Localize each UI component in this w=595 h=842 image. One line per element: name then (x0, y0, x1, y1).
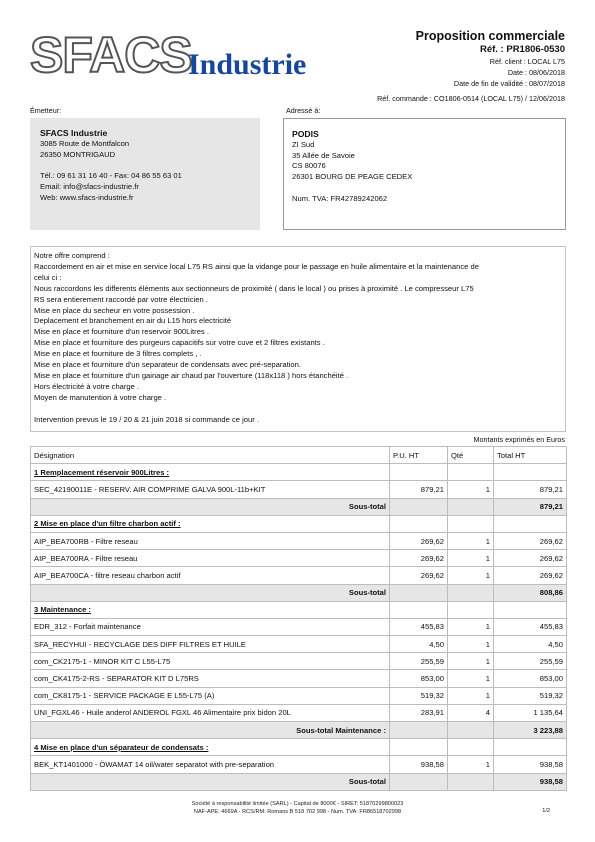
subtotal-label: Sous-total (31, 773, 390, 790)
item-designation: UNI_FGXL46 - Huile anderol ANDEROL FGXL 46 Alimentaire prix bidon 20L (31, 704, 390, 721)
offer-line: Hors électricité à votre charge . (34, 381, 140, 391)
empty-cell (448, 498, 494, 515)
document-header (305, 29, 565, 89)
sender-address-2: 26350 MONTRIGAUD (40, 149, 116, 159)
recipient-box (283, 118, 566, 230)
subtotal-value: 808,86 (494, 584, 567, 601)
item-designation: AIP_BEA700CA - filtre reseau charbon actif (31, 567, 390, 584)
empty-cell (448, 601, 494, 618)
offer-line: Notre offre comprend : (34, 251, 110, 260)
subtotal-row (31, 498, 567, 515)
empty-cell (494, 515, 567, 532)
item-quantity: 1 (448, 670, 494, 687)
document-date: Date : 08/06/2018 (507, 68, 565, 77)
offer-line: Mise en place du secheur en votre possession . (34, 305, 195, 315)
item-designation: EDR_312 - Forfait maintenance (31, 618, 390, 635)
subtotal-label: Sous-total Maintenance : (31, 722, 390, 739)
empty-cell (390, 515, 448, 532)
offer-line: Moyen de manutention à votre charge . (34, 392, 167, 402)
item-quantity: 1 (448, 618, 494, 635)
empty-cell (448, 739, 494, 756)
sender-name: SFACS Industrie (40, 128, 108, 138)
item-total: 1 135,64 (494, 704, 567, 721)
offer-line: Mise en place et fourniture d'un gainage air chaud par l'ouverture (118x118 ) hors étanchéité . (34, 370, 349, 380)
offer-line: Nous raccordons les differents éléments aux sectionneurs de proximité ( dans le local ) ou prises à proximité . Le compresseur L75 (34, 283, 474, 293)
item-total: 879,21 (494, 481, 567, 498)
logo-wordmark: SFACS (30, 27, 192, 83)
header-unit-price: P.U. HT (390, 447, 448, 464)
item-total: 519,32 (494, 687, 567, 704)
table-row (31, 687, 567, 704)
footer-line-2: NAF-APE: 4669A - RCS/RM: Romans B 518 702 998 - Num. TVA: FR86518702998 (193, 809, 402, 815)
table-row (31, 481, 567, 498)
item-unit-price: 255,59 (390, 653, 448, 670)
section-title-row (31, 515, 567, 532)
offer-line: celui ci : (34, 272, 62, 282)
item-total: 269,62 (494, 532, 567, 549)
section-title-row (31, 601, 567, 618)
item-designation: AIP_BEA700RA - Filtre reseau (31, 550, 390, 567)
section-title: 1 Remplacement réservoir 900Litres : (31, 464, 390, 481)
item-total: 455,83 (494, 618, 567, 635)
order-reference: Réf. commande : CO1806-0514 (LOCAL L75) / 12/06/2018 (377, 94, 565, 103)
item-unit-price: 269,62 (390, 532, 448, 549)
table-header-row (31, 447, 567, 464)
item-unit-price: 938,58 (390, 756, 448, 773)
recipient-line-2: 35 Allée de Savoie (292, 150, 355, 160)
currency-note: Montants exprimés en Euros (473, 435, 565, 444)
offer-line: Mise en place et fourniture d'un reservoir 900Litres . (34, 327, 209, 337)
item-quantity: 1 (448, 636, 494, 653)
items-table (30, 446, 567, 791)
section-title: 3 Maintenance : (31, 601, 390, 618)
subtotal-label: Sous-total (31, 498, 390, 515)
item-designation: com_CK8175-1 - SERVICE PACKAGE E L55-L75 (A) (31, 687, 390, 704)
subtotal-row (31, 722, 567, 739)
empty-cell (390, 584, 448, 601)
sender-email: Email: info@sfacs-industrie.fr (40, 182, 139, 192)
item-unit-price: 879,21 (390, 481, 448, 498)
section-title: 2 Mise en place d'un filtre charbon actif : (31, 515, 390, 532)
item-designation: com_CK4175-2-RS - SEPARATOR KIT D L75RS (31, 670, 390, 687)
subtotal-value: 879,21 (494, 498, 567, 515)
subtotal-row (31, 584, 567, 601)
sender-label: Émetteur: (30, 106, 62, 115)
item-quantity: 1 (448, 481, 494, 498)
empty-cell (494, 464, 567, 481)
logo-suffix: Industrie (188, 48, 307, 81)
offer-lines (34, 251, 562, 404)
item-quantity: 1 (448, 687, 494, 704)
empty-cell (448, 722, 494, 739)
table-row (31, 532, 567, 549)
recipient-line-4: 26301 BOURG DE PEAGE CEDEX (292, 172, 413, 182)
header-total: Total HT (494, 447, 567, 464)
header-designation: Désignation (31, 447, 390, 464)
item-total: 269,62 (494, 567, 567, 584)
validity-date: Date de fin de validité : 08/07/2018 (453, 79, 565, 88)
table-row (31, 704, 567, 721)
table-row (31, 756, 567, 773)
item-quantity: 1 (448, 653, 494, 670)
item-unit-price: 269,62 (390, 550, 448, 567)
empty-cell (494, 601, 567, 618)
empty-cell (494, 739, 567, 756)
empty-cell (390, 722, 448, 739)
client-reference: Réf. client : LOCAL L75 (489, 57, 565, 66)
offer-description (30, 246, 566, 432)
item-total: 255,59 (494, 653, 567, 670)
empty-cell (390, 464, 448, 481)
empty-cell (448, 464, 494, 481)
item-designation: SEC_42190011E - RESERV. AIR COMPRIME GALVA 900L-11b+KIT (31, 481, 390, 498)
offer-line: Mise en place et fourniture des purgeurs capacitifs sur votre cuve et 2 filtres existants . (34, 338, 325, 348)
sender-box (30, 118, 260, 230)
table-row (31, 653, 567, 670)
item-quantity: 1 (448, 550, 494, 567)
sender-phone: Tél.: 09 61 31 16 40 - Fax: 04 86 55 63 01 (40, 171, 182, 181)
empty-cell (448, 515, 494, 532)
offer-line: Mise en place et fourniture d'un separateur de condensats avec pré-separation. (34, 360, 301, 370)
company-logo (30, 27, 320, 90)
document-title: Proposition commerciale (415, 29, 565, 43)
recipient-name: PODIS (292, 129, 319, 139)
footer-line-1: Société à responsabilité limitée (SARL) - Capital de 8000€ - SIRET: 51870299800023 (191, 801, 404, 807)
recipient-vat: Num. TVA: FR42789242062 (292, 193, 388, 203)
table-row (31, 618, 567, 635)
item-designation: SFA_RECYHUI - RECYCLAGE DES DIFF FILTRES ET HUILE (31, 636, 390, 653)
item-quantity: 1 (448, 756, 494, 773)
item-quantity: 4 (448, 704, 494, 721)
item-unit-price: 519,32 (390, 687, 448, 704)
intervention-note: Intervention prevus le 19 / 20 & 21 juin 2018 si commande ce jour . (34, 414, 259, 424)
subtotal-value: 938,58 (494, 773, 567, 790)
item-quantity: 1 (448, 532, 494, 549)
recipient-line-1: ZI Sud (292, 139, 315, 149)
item-designation: com_CK2175-1 - MINOR KIT C L55-L75 (31, 653, 390, 670)
subtotal-value: 3 223,88 (494, 722, 567, 739)
table-row (31, 550, 567, 567)
table-row (31, 636, 567, 653)
item-total: 853,00 (494, 670, 567, 687)
offer-line: Deplacement et branchement en air du L15 hors electricité (34, 316, 232, 326)
item-quantity: 1 (448, 567, 494, 584)
item-designation: BEK_KT1401000 - ÖWAMAT 14 oil/water separatot with pre-separation (31, 756, 390, 773)
offer-line: RS sera entierement raccordé par votre électricien . (34, 294, 208, 304)
table-row (31, 670, 567, 687)
empty-cell (390, 498, 448, 515)
item-unit-price: 283,91 (390, 704, 448, 721)
item-unit-price: 4,50 (390, 636, 448, 653)
section-title: 4 Mise en place d'un séparateur de condensats : (31, 739, 390, 756)
item-unit-price: 455,83 (390, 618, 448, 635)
empty-cell (390, 773, 448, 790)
offer-line: Raccordement en air et mise en service local L75 RS ainsi que la vidange pour le passage en huile alimentaire et la maintenance de (34, 261, 479, 271)
item-designation: AIP_BEA700RB - Filtre reseau (31, 532, 390, 549)
page-number: 1/2 (542, 808, 550, 814)
section-title-row (31, 739, 567, 756)
recipient-line-3: CS 80076 (292, 161, 326, 171)
offer-line: Mise en place et fourniture de 3 filtres complets , . (34, 349, 202, 359)
section-title-row (31, 464, 567, 481)
document-reference: Réf. : PR1806-0530 (479, 44, 565, 55)
item-total: 269,62 (494, 550, 567, 567)
items-body (31, 464, 567, 791)
empty-cell (448, 773, 494, 790)
legal-footer (0, 800, 595, 816)
empty-cell (390, 739, 448, 756)
item-total: 938,58 (494, 756, 567, 773)
item-unit-price: 853,00 (390, 670, 448, 687)
subtotal-row (31, 773, 567, 790)
recipient-label: Adressé à: (286, 106, 321, 115)
empty-cell (448, 584, 494, 601)
item-total: 4,50 (494, 636, 567, 653)
table-row (31, 567, 567, 584)
item-unit-price: 269,62 (390, 567, 448, 584)
subtotal-label: Sous-total (31, 584, 390, 601)
sender-address-1: 3085 Route de Montfalcon (40, 138, 130, 148)
empty-cell (390, 601, 448, 618)
sender-website: Web: www.sfacs-industrie.fr (40, 192, 134, 202)
header-quantity: Qté (448, 447, 494, 464)
